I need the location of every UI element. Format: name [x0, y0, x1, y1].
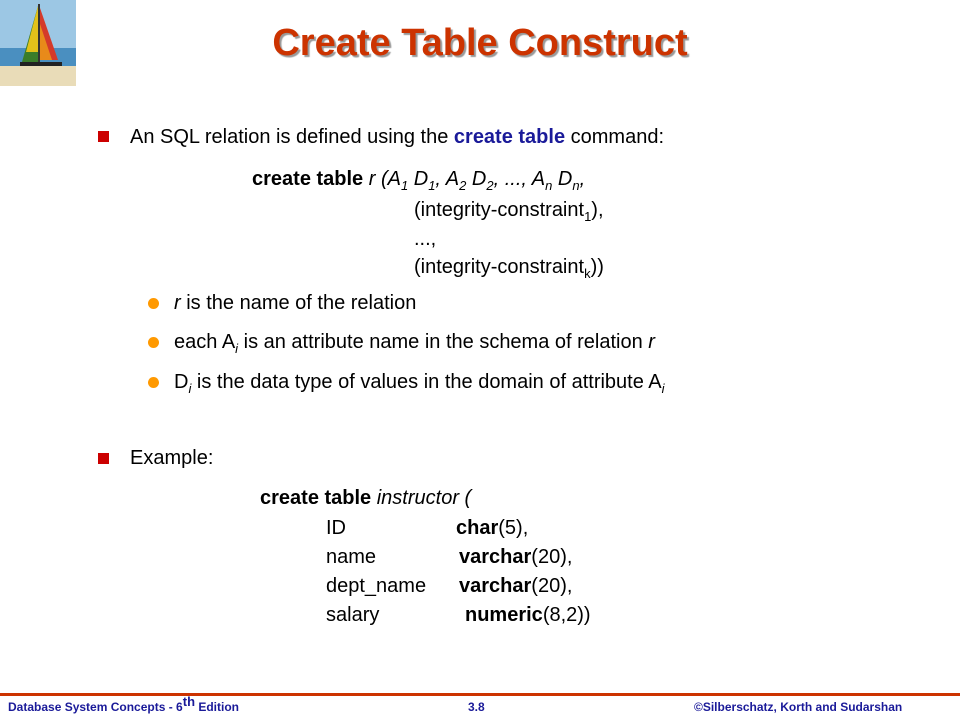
- round-bullet-icon: [148, 377, 159, 388]
- page-title: Create Table Construct: [272, 22, 688, 64]
- sub-bullet-1: [174, 292, 416, 315]
- code-type-args: (8,2)): [542, 604, 591, 626]
- syntax-line-4: [414, 256, 604, 279]
- footer-page-number: 3.8: [468, 700, 485, 714]
- syntax-sub: n: [545, 178, 553, 193]
- code-row-attr: name: [326, 546, 377, 568]
- intro-text-b: command:: [565, 126, 665, 148]
- square-bullet-icon: [98, 453, 109, 464]
- syntax-part: )): [590, 256, 604, 278]
- sub3-d: D: [174, 371, 189, 393]
- code-row-type: [456, 517, 528, 540]
- sub-bullet-2: [174, 331, 655, 354]
- code-type-args: (20),: [531, 546, 573, 568]
- code-row-attr: dept_name: [326, 575, 427, 597]
- syntax-part: (integrity-constraint: [414, 256, 585, 278]
- intro-text-a: An SQL relation is defined using the: [130, 126, 454, 148]
- footer-copyright: ©Silberschatz, Korth and Sudarshan: [694, 700, 903, 714]
- sub2-sub: i: [235, 341, 239, 356]
- syntax-line-3: ...,: [414, 228, 437, 250]
- footer-divider: [0, 693, 960, 696]
- sub1-rest: is the name of the relation: [180, 292, 417, 314]
- footer-left-text: Database System Concepts - 6: [8, 700, 183, 714]
- square-bullet-icon: [98, 131, 109, 142]
- syntax-part: , ..., A: [493, 168, 546, 190]
- syntax-sub: 2: [486, 178, 494, 193]
- syntax-part: ,: [579, 168, 586, 190]
- sub2-r: r: [648, 331, 655, 353]
- sub2-rest: is an attribute name in the schema of relation: [238, 331, 649, 353]
- footer-left: [8, 694, 240, 714]
- code-type-args: (20),: [531, 575, 573, 597]
- syntax-sub: k: [584, 266, 591, 281]
- syntax-part: ),: [591, 199, 604, 221]
- syntax-part: (integrity-constraint: [414, 199, 585, 221]
- code-type-kw: numeric: [465, 604, 543, 626]
- footer-left-end: Edition: [195, 700, 240, 714]
- code-type-kw: varchar: [459, 546, 532, 568]
- sub3-sub2: i: [661, 381, 665, 396]
- code-row-type: [459, 575, 572, 598]
- example-label: Example:: [130, 447, 214, 469]
- example-keyword: create table: [260, 487, 372, 509]
- round-bullet-icon: [148, 337, 159, 348]
- code-type-kw: char: [456, 517, 499, 539]
- sub3-rest: is the data type of values in the domain of attribute A: [191, 371, 662, 393]
- syntax-sub: 1: [400, 178, 409, 193]
- example-code-header: [260, 487, 471, 510]
- syntax-part: , A: [435, 168, 460, 190]
- code-type-args: (5),: [498, 517, 529, 539]
- code-row-attr: ID: [326, 517, 346, 539]
- syntax-sub: 2: [459, 178, 467, 193]
- syntax-sub: 1: [428, 178, 436, 193]
- syntax-sub: 1: [584, 209, 592, 224]
- syntax-part: D: [466, 168, 487, 190]
- sub1-r: r: [174, 292, 181, 314]
- code-row-type: [459, 546, 572, 569]
- syntax-part: r (A: [363, 168, 401, 190]
- intro-text: [130, 126, 664, 149]
- syntax-part: D: [408, 168, 429, 190]
- code-row-attr: salary: [326, 604, 380, 626]
- footer-left-sup: th: [182, 694, 196, 709]
- example-table-name: instructor (: [371, 487, 472, 509]
- code-type-kw: varchar: [459, 575, 532, 597]
- syntax-part: D: [552, 168, 573, 190]
- sub-bullet-3: [174, 371, 665, 394]
- sub2-a: each A: [174, 331, 236, 353]
- code-row-type: [465, 604, 591, 627]
- syntax-sub: n: [572, 178, 580, 193]
- round-bullet-icon: [148, 298, 159, 309]
- intro-keyword: create table: [453, 126, 566, 148]
- sub3-sub: i: [188, 381, 192, 396]
- syntax-keyword: create table: [252, 168, 364, 190]
- syntax-line-2: [414, 199, 604, 222]
- syntax-line-1: [252, 168, 585, 191]
